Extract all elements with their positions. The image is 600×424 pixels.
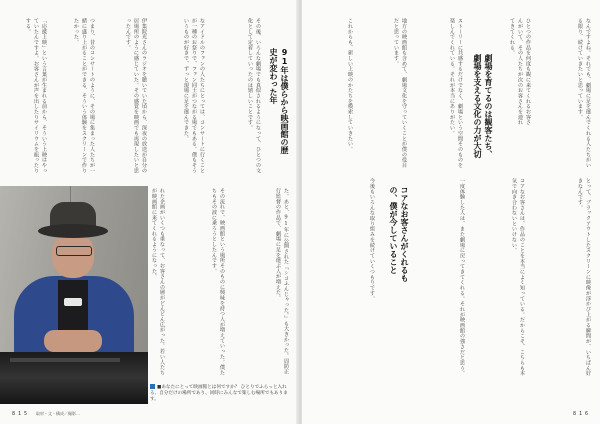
left-section-heading: 91年は僕らから映画館の歴史が変わった年 xyxy=(269,48,289,154)
right-body-column-1: なんですよね。それでも、劇場に足を運んでくれる人たちがいる限り、続けていきたいと思っています。 xyxy=(577,18,591,168)
right-section-heading-bottom: コアなお客さんがくれるもの、僕が今していること xyxy=(389,186,409,282)
photo-caption-text: ■あなたにとって映画館とは何ですか？ ひとりでふらっと入れる、自分だけの場所であり、同時にみんなで楽しむ場所でもあります。 xyxy=(150,385,288,402)
left-body-column-2: 伊集院光さんのラジオを聴いていた頃から、深夜の放送が自分の居場所のように感じていた。その感覚を映画でも再現したいと思ったんです。 xyxy=(125,18,147,174)
table-reflection xyxy=(10,358,120,362)
photo-caption xyxy=(150,384,290,403)
left-page xyxy=(0,0,298,424)
right-body-column-5: これからも、新しい上映のかたちを模索していきたい。 xyxy=(347,18,353,152)
glasses-icon xyxy=(56,246,92,256)
interview-portrait-photo xyxy=(0,186,148,404)
right-lower-column-4: 今後もいろんな取り組みを続けていくつもりです。 xyxy=(369,178,375,302)
left-page-number: 8 1 5 xyxy=(12,411,28,417)
right-body-column-2: ひとつの作品を何度も観に来てくれるお客さんがいて、その人たちが次のお客さんを連れてきてくれる。 xyxy=(509,18,531,125)
left-body-column-3: つまり、昔のコンサートのように、その場に集まった人たちが一緒に盛り上がることができる、そういう体験をスクリーンで作りたかった。 xyxy=(73,18,95,174)
left-lower-column-1: た。あと、91年に公開された『シコふんじゃった。』も大きかった。周防正行監督の作品で、劇場に足を運ぶ人が増えた。 xyxy=(275,188,289,375)
right-page-number: 8 1 6 xyxy=(572,411,588,417)
right-lower-column-3: 一度体験した人は、また劇場に戻ってきてくれる。それが映画館の強さだと思う。 xyxy=(459,178,465,376)
right-section-heading-top: 劇場を育てるのは観客たち、劇場を支える文化の力が大切 xyxy=(473,54,493,158)
shirt-print xyxy=(64,298,82,306)
right-lower-column-1: とって、ブラックアウトしたスクリーンに映像が浮かび上がる瞬間が、いちばん好きなんです。 xyxy=(577,178,591,376)
left-body-column-1: なアイドルのファンの人たちにとっては、コンサートに行くことが一種のお祭りで、ファン同士がつながる場でもある。僕もそういうものが好きで、ずっと現場に足を運んできた。 xyxy=(183,18,205,174)
hat-brim xyxy=(38,224,108,238)
left-lower-column-3: れた企画がいくつも重なって、お客さんの層がどんどん広がった。若い人たちが映画館に来てくれるようになった。 xyxy=(151,188,165,376)
subject-hands xyxy=(44,330,102,352)
right-page xyxy=(302,0,600,424)
right-lower-column-2: コアなお客さんは、作品のことを本当によく知っている。だからこそ、こちらも本気で向き合わないといけない。 xyxy=(511,178,525,376)
subject-face xyxy=(52,234,94,278)
right-body-column-4: 地方の映画館も含めて、劇場文化を守っていくことが僕の役目だと思っています。 xyxy=(393,18,407,168)
left-body-column-4: 「応援上映」という言葉が生まれる前から、そういう上映はやっていたんですよ。お客さんが声を出したりサイリウムを振ったりする。 xyxy=(25,18,47,174)
left-body-column-5: その後、いろんな劇場でも真似されるようになって、ひとつの文化として定着していったのは嬉しいことです。 xyxy=(247,18,261,174)
photo-credit: 取材・文・構成／撮影… xyxy=(36,411,80,416)
right-body-column-3: ストーリーに共感するだけでなく、劇場という空間そのものを楽しんでくれている。それが本当にありがたい。 xyxy=(449,18,463,168)
left-lower-column-2: その流れで、映画館という場所そのものに興味を持つ人が増えていった。僕たちもその波に乗ろうとしたんです。 xyxy=(211,188,225,376)
caption-marker-icon xyxy=(150,384,155,389)
